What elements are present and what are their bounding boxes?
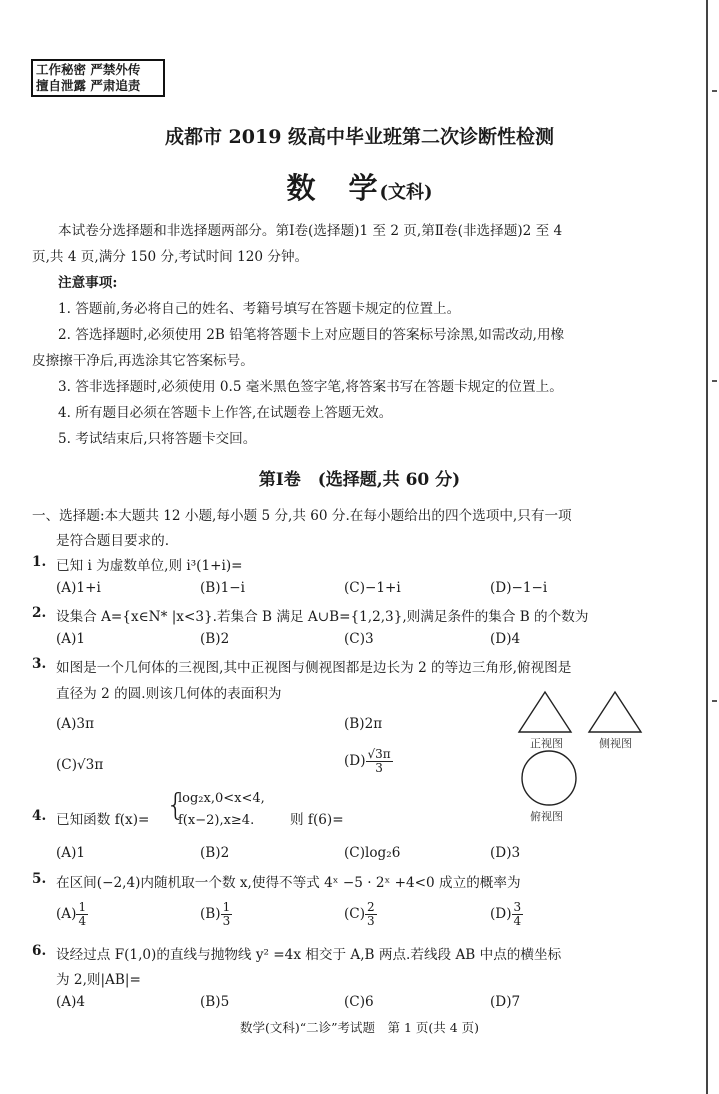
front-view-label: 正视图 (530, 737, 563, 750)
section-heading: 第Ⅰ卷 (选择题,共 60 分) (258, 470, 461, 490)
option-d: (D)7 (490, 994, 521, 1010)
option-b (200, 901, 232, 928)
option-a (56, 901, 88, 928)
question-text: 已知函数 f(x)= (56, 812, 150, 828)
option-d-label: (D) (490, 906, 512, 922)
question-text: 直径为 2 的圆.则该几何体的表面积为 (56, 686, 282, 702)
fraction-denominator: 4 (513, 914, 522, 928)
option-d (344, 748, 393, 775)
question-text: 则 f(6)= (290, 812, 344, 828)
fraction-denominator: 3 (222, 914, 231, 928)
question-text: 在区间(−2,4)内随机取一个数 x,使得不等式 4ˣ −5 · 2ˣ +4<0 成立的概率为 (56, 875, 521, 891)
fraction (512, 901, 524, 928)
option-d (490, 901, 523, 928)
stamp-line: 工作秘密 严禁外传 (36, 62, 141, 77)
fraction-denominator: 3 (375, 761, 383, 775)
question-number: 4. (32, 808, 47, 824)
option-a: (A)1 (56, 631, 86, 647)
option-a-label: (A) (56, 906, 77, 922)
fraction-denominator: 4 (78, 914, 87, 928)
question-text: 如图是一个几何体的三视图,其中正视图与侧视图都是边长为 2 的等边三角形,俯视图是 (56, 660, 572, 676)
question-text: 为 2,则|AB|= (56, 972, 141, 988)
confidential-stamp (31, 59, 165, 97)
piecewise-case: log₂x,0<x<4, (178, 791, 265, 806)
fraction (366, 748, 393, 775)
option-b: (B)2π (344, 716, 383, 732)
question-number: 3. (32, 656, 47, 672)
question-number: 6. (32, 943, 47, 959)
option-a: (A)1 (56, 845, 86, 861)
part-instructions: 是符合题目要求的. (56, 533, 170, 549)
fraction-numerator: √3π (367, 747, 391, 761)
option-a: (A)1+i (56, 580, 101, 596)
exam-title: 成都市 2019 级高中毕业班第二次诊断性检测 (164, 126, 555, 148)
question-number: 1. (32, 554, 47, 570)
fraction (76, 901, 88, 928)
part-instructions: 一、选择题:本大题共 12 小题,每小题 5 分,共 60 分.在每小题给出的四个选项中,只有一项 (32, 508, 572, 524)
edge-tick (712, 380, 717, 382)
fraction-denominator: 3 (367, 914, 375, 928)
option-b-label: (B) (200, 906, 221, 922)
fraction-numerator: 1 (78, 900, 87, 914)
subject-sub: (文科) (379, 182, 433, 203)
fraction-numerator: 1 (222, 900, 231, 914)
side-view-label: 侧视图 (599, 737, 632, 750)
three-view-figure (515, 688, 655, 828)
option-d: (D)4 (490, 631, 521, 647)
question-text: 设集合 A={x∈N* |x<3}.若集合 B 满足 A∪B={1,2,3},则满足条件的集合 B 的个数为 (56, 609, 589, 625)
option-c-pi: π (94, 757, 104, 773)
top-view-circle (522, 751, 576, 805)
fraction-numerator: 2 (367, 900, 375, 914)
note-item: 2. 答选择题时,必须使用 2B 铅笔将答题卡上对应题目的答案标号涂黑,如需改动,用橡 (58, 327, 565, 343)
intro-line: 本试卷分选择题和非选择题两部分。第Ⅰ卷(选择题)1 至 2 页,第Ⅱ卷(非选择题)2 至 4 (58, 223, 563, 239)
page-edge-line (706, 0, 708, 1094)
note-item: 1. 答题前,务必将自己的姓名、考籍号填写在答题卡规定的位置上。 (58, 301, 461, 317)
option-b: (B)2 (200, 845, 230, 861)
front-view-triangle (519, 692, 571, 732)
option-c: (C)−1+i (344, 580, 401, 596)
question-text: 已知 i 为虚数单位,则 i³(1+i)= (56, 558, 243, 574)
intro-line: 页,共 4 页,满分 150 分,考试时间 120 分钟。 (32, 249, 309, 265)
option-a: (A)4 (56, 994, 86, 1010)
option-c: (C)log₂6 (344, 845, 401, 861)
subject-main: 数 学 (286, 171, 380, 205)
notes-heading: 注意事项: (58, 275, 118, 291)
option-d-label: (D) (344, 753, 366, 769)
top-view-label: 俯视图 (530, 810, 563, 823)
question-text: 设经过点 F(1,0)的直线与抛物线 y² =4x 相交于 A,B 两点.若线段 AB 中点的横坐标 (56, 947, 562, 963)
fraction (365, 901, 377, 928)
option-d: (D)3 (490, 845, 521, 861)
case-brace: { (166, 788, 186, 823)
fraction (221, 901, 233, 928)
option-c: (C)6 (344, 994, 374, 1010)
question-number: 2. (32, 605, 47, 621)
option-c-label: (C) (344, 906, 366, 922)
option-b: (B)2 (200, 631, 230, 647)
stamp-line: 擅自泄露 严肃追责 (36, 78, 141, 93)
note-item: 皮擦擦干净后,再选涂其它答案标号。 (32, 353, 254, 369)
note-item: 4. 所有题目必须在答题卡上作答,在试题卷上答题无效。 (58, 405, 393, 421)
fraction-numerator: 3 (513, 900, 522, 914)
edge-tick (712, 90, 717, 92)
option-c (56, 757, 103, 773)
option-c (344, 901, 377, 928)
note-item: 3. 答非选择题时,必须使用 0.5 毫米黑色签字笔,将答案书写在答题卡规定的位置上。 (58, 379, 563, 395)
side-view-triangle (589, 692, 641, 732)
option-b: (B)1−i (200, 580, 245, 596)
option-b: (B)5 (200, 994, 230, 1010)
question-number: 5. (32, 871, 47, 887)
page-footer: 数学(文科)“二诊”考试题 第 1 页(共 4 页) (239, 1020, 480, 1035)
option-d: (D)−1−i (490, 580, 548, 596)
edge-tick (712, 700, 717, 702)
option-a: (A)3π (56, 716, 95, 732)
option-c: (C)3 (344, 631, 374, 647)
note-item: 5. 考试结束后,只将答题卡交回。 (58, 431, 257, 447)
piecewise-case: f(x−2),x≥4. (178, 813, 255, 828)
exam-subject (0, 166, 719, 207)
option-c-root: (C)√3 (56, 757, 95, 773)
